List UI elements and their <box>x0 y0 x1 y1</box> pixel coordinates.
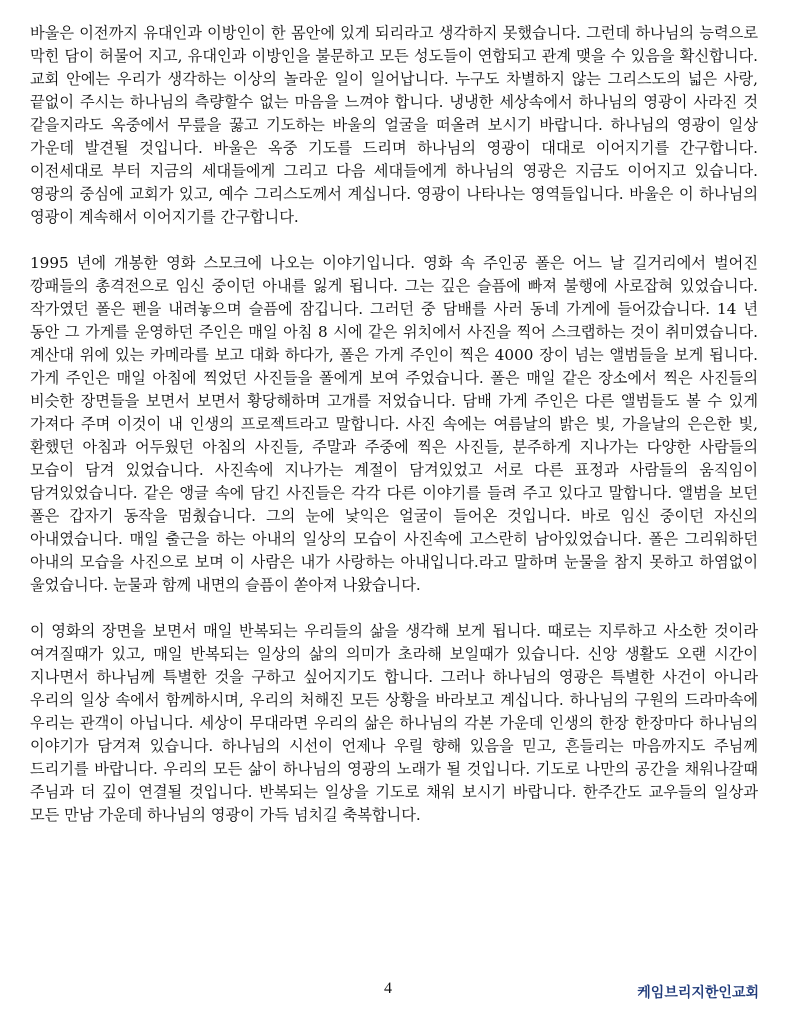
paragraph-smoke-story: 1995 년에 개봉한 영화 스모크에 나오는 이야기입니다. 영화 속 주인공 폴은 어느 날 길거리에서 벌어진 깡패들의 총격전으로 임신 중이던 아내를 잃게 됩니다. 그는 깊은 슬픔에 빠져 불행에 사로잡혀 있었습니다. 작가였던 폴은 펜을 내려놓으며 슬픔에 잠깁니다. 그러던 중 담배를 사러 동네 가게에 들어갔습니다. 14 년 동안 그 가게를 운영하던 주인은 매일 아침 8 시에 같은 위치에서 사진을 찍어 스크랩하는 것이 취미였습니다. 계산대 위에 있는 카메라를 보고 대화 하다가, 폴은 가게 주인이 찍은 4000 장이 넘는 앨범들을 보게 됩니다. 가게 주인은 매일 아침에 찍었던 사진들을 폴에게 보여 주었습니다. 폴은 매일 같은 장소에서 찍은 사진들의 비슷한 장면들을 보면서 보면서 황당해하며 고개를 저었습니다. 담배 가게 주인은 다른 앨범들도 볼 수 있게 가져다 주며 이것이 내 인생의 프로젝트라고 말합니다. 사진 속에는 여름날의 밝은 빛, 가을날의 은은한 빛, 환했던 아침과 어두웠던 아침의 사진들, 주말과 주중에 찍은 사진들, 분주하게 지나가는 다양한 사람들의 모습이 담겨 있었습니다. 사진속에 지나가는 계절이 담겨있었고 서로 다른 표정과 사람들의 움직임이 담겨있었습니다. 같은 앵글 속에 담긴 사진들은 각각 다른 이야기를 들려 주고 있다고 말합니다. 앨범을 보던 폴은 갑자기 동작을 멈췄습니다. 그의 눈에 낯익은 얼굴이 들어온 것입니다. 바로 임신 중이던 자신의 아내였습니다. 매일 출근을 하는 아내의 일상의 모습이 사진속에 고스란히 남아있었습니다. 폴은 그리워하던 아내의 모습을 사진으로 보며 이 사람은 내가 사랑하는 아내입니다.라고 말하며 눈물을 참지 못하고 하염없이 울었습니다. 눈물과 함께 내면의 슬픔이 쏟아져 나왔습니다. <box>30 254 758 594</box>
document-body <box>30 22 758 850</box>
page-number: 4 <box>384 980 392 997</box>
church-name: 케임브리지한인교회 <box>637 985 759 1001</box>
paragraph-intro: 바울은 이전까지 유대인과 이방인이 한 몸안에 있게 되리라고 생각하지 못했습니다. 그런데 하나님의 능력으로 막힌 담이 허물어 지고, 유대인과 이방인을 불문하고 모든 성도들이 연합되고 관계 맺을 수 있음을 확신합니다. 교회 안에는 우리가 생각하는 이상의 놀라운 일이 일어납니다. 누구도 차별하지 않는 그리스도의 넓은 사랑, 끝없이 주시는 하나님의 측량할수 없는 마음을 느껴야 합니다. 냉냉한 세상속에서 하나님의 영광이 사라진 것 같을지라도 옥중에서 무릎을 꿇고 기도하는 바울의 얼굴을 떠올려 보시기 바랍니다. 하나님의 영광이 일상 가운데 발견될 것입니다. 바울은 옥중 기도를 드리며 하나님의 영광이 대대로 이어지기를 간구합니다. 이전세대로 부터 지금의 세대들에게 그리고 다음 세대들에게 하나님의 영광은 지금도 이어지고 있습니다. 영광의 중심에 교회가 있고, 예수 그리스도께서 계십니다. 영광이 나타나는 영역들입니다. 바울은 이 하나님의 영광이 계속해서 이어지기를 간구합니다. <box>30 24 758 226</box>
paragraph-conclusion: 이 영화의 장면을 보면서 매일 반복되는 우리들의 삶을 생각해 보게 됩니다. 때로는 지루하고 사소한 것이라 여겨질때가 있고, 매일 반복되는 일상의 삶의 의미가 초라해 보일때가 있습니다. 신앙 생활도 오랜 시간이 지나면서 하나님께 특별한 것을 구하고 싶어지기도 합니다. 그러나 하나님의 영광은 특별한 사건이 아니라 우리의 일상 속에서 함께하시며, 우리의 처해진 모든 상황을 바라보고 계십니다. 하나님의 구원의 드라마속에 우리는 관객이 아닙니다. 세상이 무대라면 우리의 삶은 하나님의 각본 가운데 인생의 한장 한장마다 하나님의 이야기가 담겨져 있습니다. 하나님의 시선이 언제나 우릴 향해 있음을 믿고, 흔들리는 마음까지도 주님께 드리기를 바랍니다. 우리의 모든 삶이 하나님의 영광의 노래가 될 것입니다. 기도로 나만의 공간을 채워나갈때 주님과 더 깊이 연결될 것입니다. 반복되는 일상을 기도로 채워 보시기 바랍니다. 한주간도 교우들의 일상과 모든 만남 가운데 하나님의 영광이 가득 넘치길 축복합니다. <box>30 622 758 824</box>
